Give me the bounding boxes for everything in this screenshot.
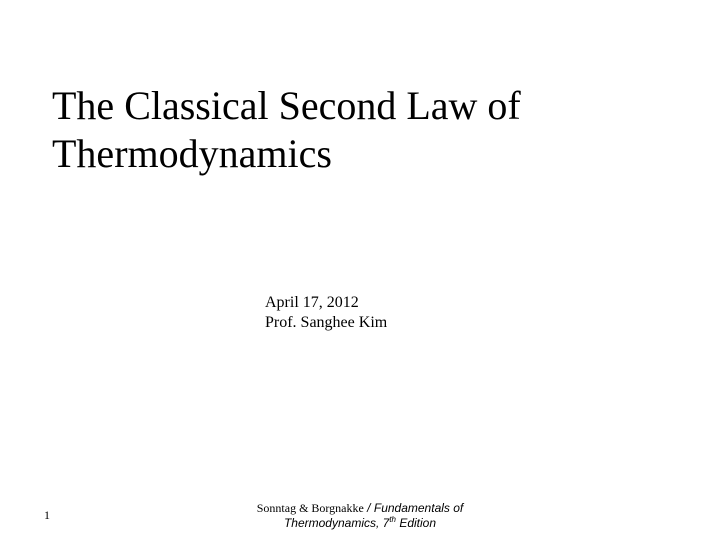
footer-book-title-part1: Fundamentals of [373, 501, 464, 515]
title-line-1: The Classical Second Law of [52, 83, 521, 128]
footer-separator: / [363, 501, 374, 515]
footer-edition-superscript: th [389, 515, 396, 524]
presenter-name: Prof. Sanghee Kim [265, 314, 388, 331]
title-line-2: Thermodynamics [52, 131, 332, 176]
slide-number: 1 [44, 508, 50, 522]
footer-edition-suffix: Edition [396, 516, 437, 530]
slide-subtitle [265, 293, 565, 333]
footer-line-2 [220, 516, 500, 531]
slide-title [52, 82, 672, 178]
presentation-date: April 17, 2012 [265, 294, 359, 311]
footer-authors: Sonntag & Borgnakke [256, 501, 364, 515]
slide-footer [220, 501, 500, 531]
footer-line-1 [220, 501, 500, 516]
footer-book-title-part2: Thermodynamics, 7 [283, 516, 390, 530]
